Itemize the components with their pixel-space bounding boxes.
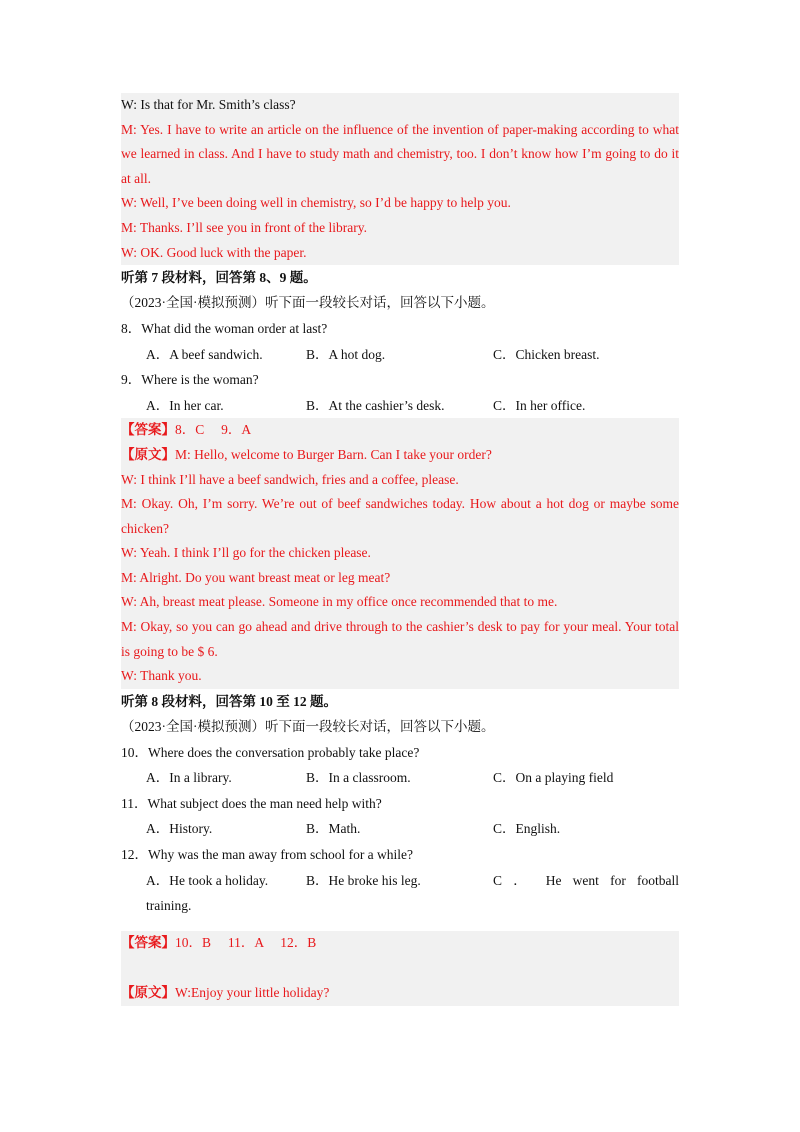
option-a: A．In her car.: [146, 397, 224, 413]
transcript-line: W: Thank you.: [121, 668, 202, 684]
question-stem: 9．Where is the woman?: [121, 372, 259, 388]
transcript-text: M: Hello, welcome to Burger Barn. Can I take your order?: [175, 446, 492, 462]
answer-text: 8．C 9．A: [175, 422, 252, 438]
dialogue-block-previous: [121, 93, 679, 265]
option-b: B．In a classroom.: [306, 770, 411, 786]
question-options: [121, 816, 679, 842]
question-stem: 12．Why was the man away from school for a while?: [121, 847, 414, 863]
transcript-line: M: Alright. Do you want breast meat or leg meat?: [121, 569, 391, 585]
section-heading: 听第 7 段材料，回答第 8、9 题。: [121, 270, 317, 286]
transcript-line: W: I think I’ll have a beef sandwich, fries and a coffee, please.: [121, 471, 459, 487]
question-options: [121, 342, 679, 368]
option-c: C．In her office.: [493, 397, 586, 413]
answer-block: [121, 931, 679, 1006]
option-c: C．English.: [493, 821, 561, 837]
answer-block: [121, 418, 679, 689]
dialogue-line: M: Yes. I have to write an article on the influence of the invention of paper-making according to what we learned in class. And I have to study math and chemistry, too. I don’t know how I’m going to do it at all.: [121, 121, 679, 186]
transcript-text: W:Enjoy your little holiday?: [175, 985, 330, 1001]
document-page: [121, 93, 679, 1006]
option-c-continuation: training.: [146, 898, 192, 914]
dialogue-line: W: Well, I’ve been doing well in chemistry, so I’d be happy to help you.: [121, 195, 511, 211]
transcript-line: M: Okay, so you can go ahead and drive through to the cashier’s desk to pay for your meal. Your total is going to be $ 6.: [121, 619, 679, 659]
answer-tag: 【答案】: [121, 934, 175, 950]
transcript-line: W: Ah, breast meat please. Someone in my office once recommended that to me.: [121, 594, 558, 610]
answer-tag: 【答案】: [121, 422, 175, 438]
dialogue-line: W: Is that for Mr. Smith’s class?: [121, 97, 296, 112]
question-source: （2023·全国·模拟预测）听下面一段较长对话，回答以下小题。: [121, 719, 495, 735]
question-stem: 10．Where does the conversation probably take place?: [121, 744, 420, 760]
transcript-line: W: Yeah. I think I’ll go for the chicken please.: [121, 545, 371, 561]
answer-line: [121, 418, 679, 443]
option-c: C ． He went for football: [493, 872, 679, 888]
option-c: C．On a playing field: [493, 770, 614, 786]
transcript-tag: 【原文】: [121, 985, 175, 1001]
option-b: B．Math.: [306, 821, 361, 837]
option-a: A．He took a holiday.: [146, 872, 269, 888]
option-b: B．A hot dog.: [306, 346, 386, 362]
question-stem: 11．What subject does the man need help with?: [121, 795, 382, 811]
option-a: A．In a library.: [146, 770, 232, 786]
question-stem: 8．What did the woman order at last?: [121, 320, 328, 336]
question-options: [121, 765, 679, 791]
option-a: A．History.: [146, 821, 213, 837]
transcript-line: [121, 443, 679, 468]
answer-line: [121, 931, 679, 956]
answer-text: 10．B 11．A 12．B: [175, 934, 317, 950]
option-b: B．He broke his leg.: [306, 872, 421, 888]
section-heading: 听第 8 段材料，回答第 10 至 12 题。: [121, 693, 337, 709]
transcript-line: M: Okay. Oh, I’m sorry. We’re out of beef sandwiches today. How about a hot dog or maybe some chicken?: [121, 496, 679, 536]
option-c: C．Chicken breast.: [493, 346, 600, 362]
question-options: [121, 393, 679, 419]
transcript-line: [121, 981, 679, 1006]
option-b: B．At the cashier’s desk.: [306, 397, 445, 413]
transcript-tag: 【原文】: [121, 446, 175, 462]
dialogue-line: M: Thanks. I’ll see you in front of the library.: [121, 219, 367, 235]
dialogue-line: W: OK. Good luck with the paper.: [121, 244, 307, 260]
option-a: A．A beef sandwich.: [146, 346, 263, 362]
question-source: （2023·全国·模拟预测）听下面一段较长对话，回答以下小题。: [121, 295, 495, 311]
question-options: [121, 868, 679, 894]
